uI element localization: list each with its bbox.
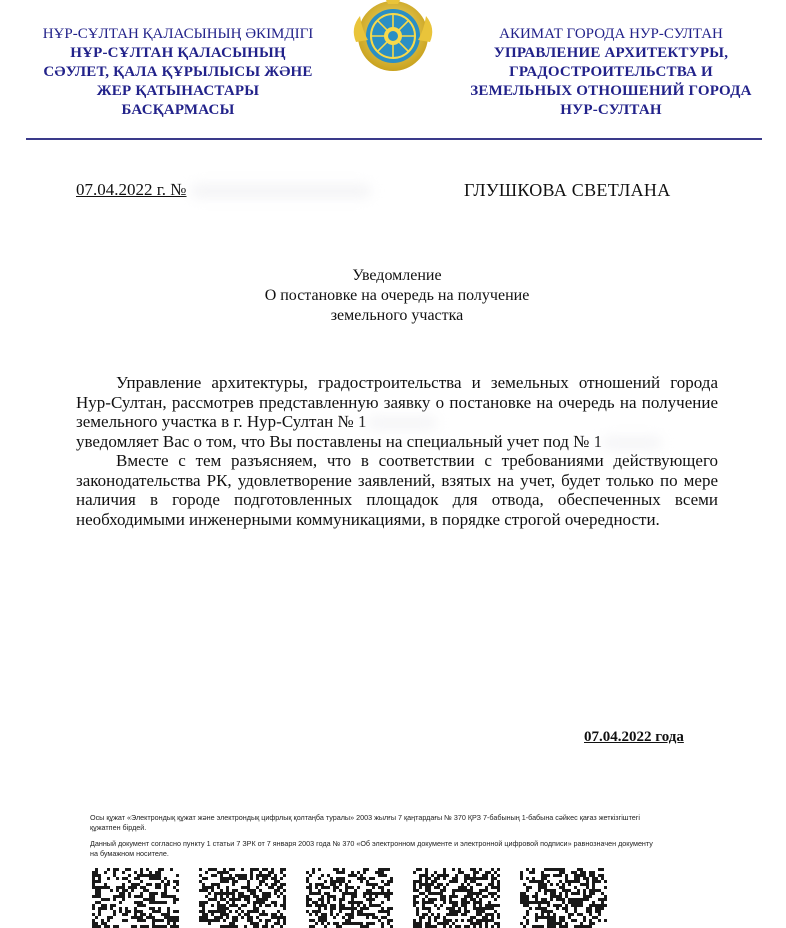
title-line-3: земельного участка: [330, 307, 464, 324]
qr-code-icon: [199, 868, 287, 928]
document-title: [200, 266, 594, 326]
department-kz-line-4: БАСҚАРМАСЫ: [121, 102, 235, 118]
header-divider: [26, 138, 762, 140]
recipient-name: ГЛУШКОВА СВЕТЛАНА: [464, 180, 671, 200]
header-left-kz: [28, 25, 328, 120]
department-ru-line-1: УПРАВЛЕНИЕ АРХИТЕКТУРЫ,: [493, 45, 729, 61]
paragraph-1: [76, 373, 718, 432]
title-line-2: О постановке на очередь на получение: [264, 287, 530, 304]
department-ru-line-4: НУР-СУЛТАН: [560, 102, 662, 118]
legal-note-ru: Данный документ согласно пункту 1 статьи 7 ЗРК от 7 января 2003 года № 370 «Об электронном документе и электронной цифровой подписи» равнозначен документу на бумажном носителе.: [90, 839, 653, 858]
paragraph-1-end-text: уведомляет Вас о том, что Вы поставлены на специальный учет под № 1: [76, 431, 603, 451]
redacted-application-number: [367, 417, 437, 429]
paragraph-1-text: Управление архитектуры, градостроительства и земельных отношений города Нур-Султан, рассмотрев представленную заявку о постановке на очередь на получение земельного участка в г. Нур-Султан № 1: [76, 373, 718, 431]
qr-code-icon: [520, 868, 608, 928]
outgoing-date-number: [76, 180, 371, 200]
legal-note-kz: Осы құжат «Электрондық құжат және электрондық цифрлық қолтаңба туралы» 2003 жылғы 7 қаңтардағы № 370 ҚРЗ 7-бабының 1-бабына сәйкес қағаз жеткізгіштегі құжатпен бірдей.: [90, 813, 641, 832]
qr-code-icon: [306, 868, 394, 928]
qr-code-icon: [413, 868, 501, 928]
redacted-queue-number: [602, 437, 662, 449]
letter-body: [76, 373, 718, 529]
department-ru-line-3: ЗЕМЕЛЬНЫХ ОТНОШЕНИЙ ГОРОДА: [470, 83, 752, 99]
date-number-text: 07.04.2022 г. №: [76, 180, 187, 199]
redacted-number: [191, 184, 371, 198]
title-line-1: Уведомление: [352, 267, 442, 284]
department-kz-line-2: СӘУЛЕТ, ҚАЛА ҚҰРЫЛЫСЫ ЖӘНЕ: [43, 64, 313, 80]
department-ru-line-2: ГРАДОСТРОИТЕЛЬСТВА И: [509, 64, 713, 80]
header-right-ru: [466, 25, 756, 120]
qr-code-icon: [92, 868, 180, 928]
kazakhstan-emblem-icon: [346, 0, 440, 76]
akimat-ru-line: АКИМАТ ГОРОДА НУР-СУЛТАН: [499, 26, 723, 42]
paragraph-1-end: [76, 432, 718, 452]
department-kz-line-1: НҰР-СҰЛТАН ҚАЛАСЫНЫҢ: [70, 45, 286, 61]
signature-date: 07.04.2022 года: [584, 729, 684, 745]
paragraph-2: Вместе с тем разъясняем, что в соответствии с требованиями действующего законодательства РК, удовлетворение заявлений, взятых на учет, будет только по мере наличия в городе подготовленных площадок для отвода, обеспеченных всеми необходимыми инженерными коммуникациями, в порядке строгой очередности.: [76, 451, 718, 529]
akimat-kz-line: НҰР-СҰЛТАН ҚАЛАСЫНЫҢ ӘКІМДІГІ: [42, 26, 314, 42]
department-kz-line-3: ЖЕР ҚАТЫНАСТАРЫ: [96, 83, 260, 99]
